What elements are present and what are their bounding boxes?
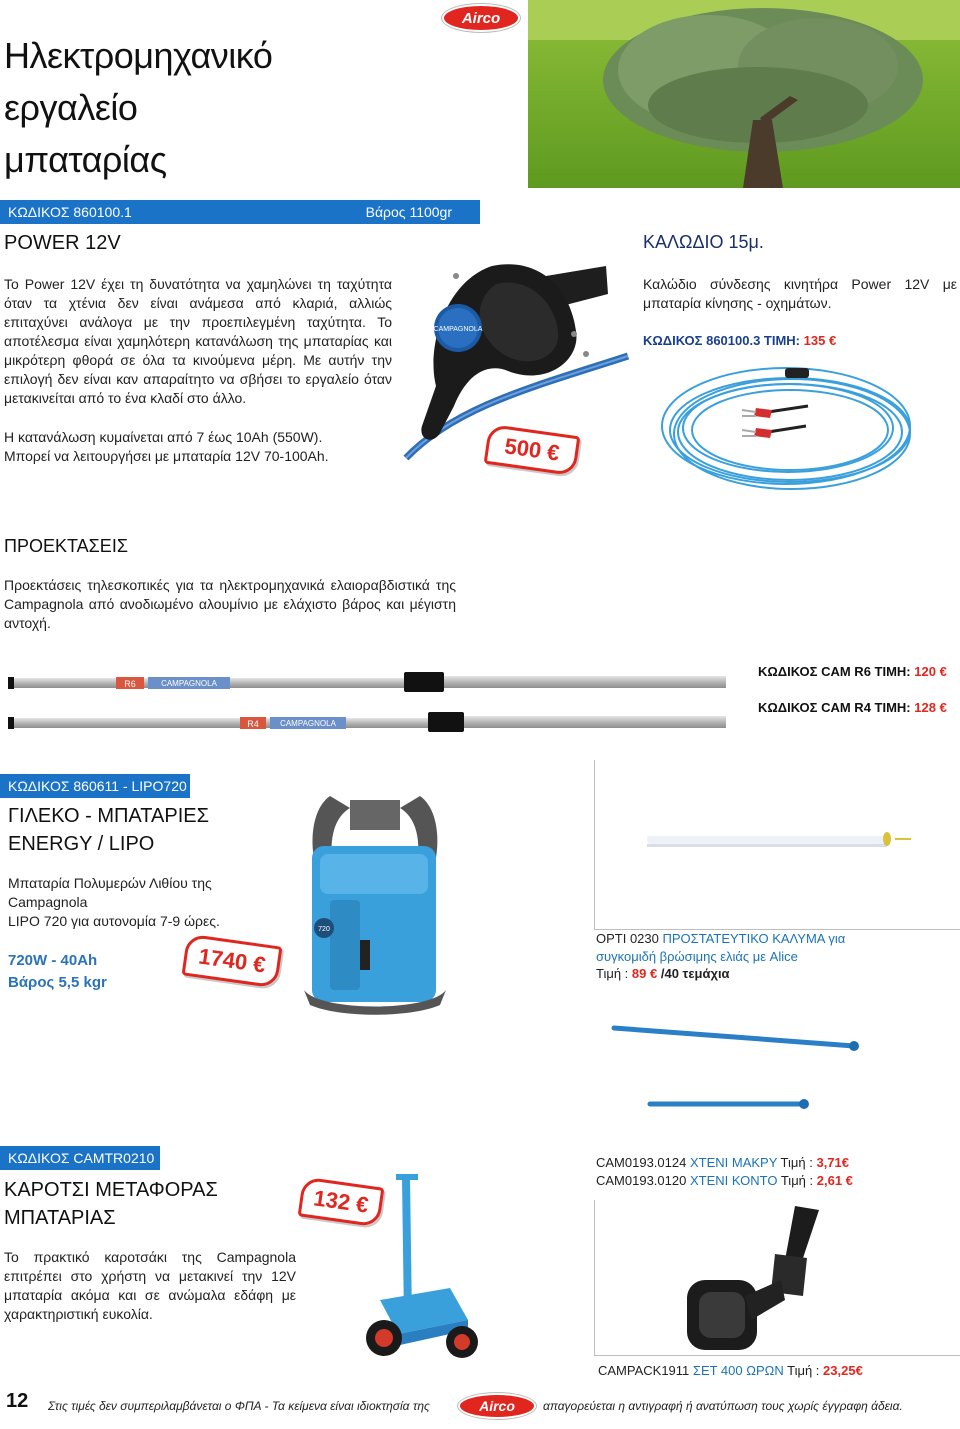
comb-short-name: ΧΤΕΝΙ ΚΟΝΤΟ — [689, 1173, 778, 1188]
adapter-image-frame — [594, 1200, 960, 1356]
extensions-description: Προεκτάσεις τηλεσκοπικές για τα ηλεκτρομηχανικά ελαιοραβδιστικά της Campagnola από ανοδιωμένο αλουμίνιο με ελάχιστο βάρος και μέγιστη αντοχή. — [4, 577, 456, 631]
tool-brand-label: CAMPAGNOLA — [433, 326, 483, 333]
cover-text — [596, 930, 846, 966]
power12v-heading: POWER 12V — [4, 232, 121, 254]
olive-tree-photo — [528, 0, 960, 188]
pack-name: ΣΕΤ 400 ΩΡΩΝ — [692, 1363, 784, 1378]
pack-price-label: Τιμή : — [787, 1363, 820, 1378]
vest-description-1: Μπαταρία Πολυμερών Λιθίου της — [8, 875, 212, 891]
vest-code: ΚΩΔΙΚΟΣ 860611 - LIPO720 — [8, 778, 187, 794]
vest-description-2: Campagnola — [8, 894, 88, 910]
battery-label: 720 — [318, 926, 330, 933]
page-title-line-2: εργαλείο μπαταρίας — [4, 87, 167, 180]
power12v-consumption-2: Μπορεί να λειτουργήσει με μπαταρία 12V 70-100Ah. — [4, 448, 329, 464]
power12v-consumption-1: Η κατανάλωση κυμαίνεται από 7 έως 10Ah (550W). — [4, 429, 323, 445]
comb-long-price-label: Τιμή : — [780, 1155, 813, 1170]
extension-r4-price: 128 € — [914, 700, 947, 715]
comb-short-price-label: Τιμή : — [780, 1173, 814, 1188]
extension-r6-price: 120 € — [914, 664, 947, 679]
comb-list — [596, 1154, 853, 1190]
cart-code: ΚΩΔΙΚΟΣ CAMTR0210 — [8, 1150, 155, 1166]
olive-tree-image — [528, 0, 960, 188]
cart-description: Το πρακτικό καροτσάκι της Campagnola επιτρέπει στο χρήστη να μετακινεί την 12V μπαταρία ακόμα και σε ανώμαλα εδάφη με χαρακτηριστική ευκολία. — [4, 1249, 296, 1322]
cable-heading: ΚΑΛΩΔΙΟ 15μ. — [643, 232, 764, 252]
logo-text: Airco — [461, 9, 501, 27]
cable-coil-svg — [660, 360, 920, 490]
cover-code: OPTI 0230 — [596, 931, 659, 946]
comb-long-name: ΧΤΕΝΙ ΜΑΚΡΥ — [689, 1155, 778, 1170]
r4-tag: R4 — [247, 719, 259, 729]
comb-short-code: CAM0193.0120 — [596, 1173, 687, 1188]
power12v-price: 500 € — [503, 433, 562, 466]
extension-pole-r6-svg — [8, 670, 728, 694]
vest-heading — [8, 802, 209, 858]
cover-name: ΠΡΟΣΤΑΤΕΥΤΙΚΟ ΚΑΛΥΜΑ για συγκομιδή βρώσιμης ελιάς με Alice — [596, 931, 846, 964]
cover-price-label: Τιμή : — [596, 966, 629, 981]
vest-price: 1740 € — [197, 943, 268, 978]
extension-r4-code-line — [758, 700, 947, 715]
cover-image-frame — [594, 760, 960, 930]
vest-battery-image — [290, 790, 460, 1020]
cart-code-bar — [0, 1146, 160, 1170]
cart-price: 132 € — [312, 1185, 371, 1218]
cable-price: 135 € — [803, 333, 837, 348]
pack-line — [598, 1363, 863, 1378]
r6-tag: R6 — [124, 679, 136, 689]
combs-rods-svg — [600, 1020, 870, 1120]
footer-logo-text: Airco — [479, 1398, 515, 1414]
cable-image — [660, 360, 920, 490]
airco-logo-top — [442, 4, 520, 32]
cart-heading — [4, 1176, 218, 1232]
power12v-description: Το Power 12V έχει τη δυνατότητα να χαμηλώνει τη ταχύτητα όταν τα χτένια δεν είναι ανάμεσα από κλαριά, αλλιώς επιταχύνει ανάλογα με την προεπιλεγμένη ταχύτητα. Το αποτέλεσμα είναι χαμηλότερη κατανάλωση της μπαταρίας και μικρότερη φθορά σε όλα τα κινούμενα μέρη. Με αυτήν την επιλογή δεν είναι καν απαραίτητο να σβήσει το εργαλείο όταν μετακινείται από το ένα κλαδί στο άλλο. — [4, 276, 392, 406]
pack-price: 23,25€ — [823, 1363, 863, 1378]
power12v-weight: Βάρος 1100gr — [365, 204, 452, 220]
vest-heading-1: ΓΙΛΕΚΟ - ΜΠΑΤΑΡΙΕΣ — [8, 805, 209, 827]
cable-code-line — [643, 333, 836, 348]
vest-price-tag — [182, 934, 283, 989]
extension-pole-r6 — [8, 670, 728, 694]
cover-price: 89 € — [631, 966, 658, 981]
cable-description: Καλώδιο σύνδεσης κινητήρα Power 12V με μπαταρία κίνησης - οχημάτων. — [643, 276, 957, 311]
cover-unit: /40 τεμάχια — [660, 966, 730, 981]
comb-short-price: 2,61 € — [816, 1173, 853, 1188]
page-title-line-1: Ηλεκτρομηχανικό — [4, 35, 273, 76]
pack-code: CAMPACK1911 — [598, 1363, 690, 1378]
vest-spec-1: 720W - 40Ah — [8, 952, 98, 969]
comb-item-long — [596, 1154, 853, 1172]
cart-image — [350, 1170, 490, 1370]
vest-spec-2: Βάρος 5,5 kgr — [8, 974, 107, 991]
airco-logo-footer — [458, 1393, 536, 1419]
cover-price-line — [596, 966, 730, 981]
cart-heading-1: ΚΑΡΟΤΣΙ ΜΕΤΑΦΟΡΑΣ — [4, 1179, 218, 1201]
vest-battery-svg — [290, 790, 460, 1020]
footer-right-text: απαγορεύεται η αντιγραφή ή ανατύπωση τους χωρίς έγγραφη άδεια. — [543, 1399, 903, 1413]
r6-brand: CAMPAGNOLA — [161, 679, 217, 688]
extension-r6-code-line — [758, 664, 947, 679]
footer-left-text: Στις τιμές δεν συμπεριλαμβάνεται ο ΦΠΑ - Τα κείμενα είναι ιδιοκτησία της — [48, 1399, 430, 1413]
extension-r6-code: ΚΩΔΙΚΟΣ CAM R6 ΤΙΜΗ: — [758, 664, 911, 679]
power12v-code-bar — [0, 200, 480, 224]
extension-pole-r4-svg — [8, 710, 728, 734]
combs-image — [600, 1020, 870, 1120]
extension-r4-code: ΚΩΔΙΚΟΣ CAM R4 ΤΙΜΗ: — [758, 700, 911, 715]
page-number: 12 — [6, 1390, 29, 1412]
comb-item-short — [596, 1172, 853, 1190]
vest-description-3: LIPO 720 για αυτονομία 7-9 ώρες. — [8, 913, 220, 929]
extensions-heading: ΠΡΟΕΚΤΑΣΕΙΣ — [4, 536, 128, 556]
vest-description — [8, 874, 248, 931]
extension-pole-r4 — [8, 710, 728, 734]
r4-brand: CAMPAGNOLA — [280, 719, 336, 728]
adapter-svg — [595, 1200, 960, 1356]
cart-svg — [350, 1170, 490, 1370]
cable-code: ΚΩΔΙΚΟΣ 860100.3 ΤΙΜΗ: — [643, 333, 801, 348]
vest-code-bar — [0, 774, 190, 798]
vest-specs — [8, 950, 107, 994]
vest-heading-2: ENERGY / LIPO — [8, 833, 155, 855]
comb-long-price: 3,71€ — [816, 1155, 850, 1170]
power12v-code: ΚΩΔΙΚΟΣ 860100.1 — [8, 204, 132, 220]
page-title — [4, 30, 304, 186]
cover-tube-svg — [595, 760, 960, 930]
power12v-consumption — [4, 428, 424, 466]
cart-heading-2: ΜΠΑΤΑΡΙΑΣ — [4, 1207, 116, 1229]
comb-long-code: CAM0193.0124 — [596, 1155, 687, 1170]
